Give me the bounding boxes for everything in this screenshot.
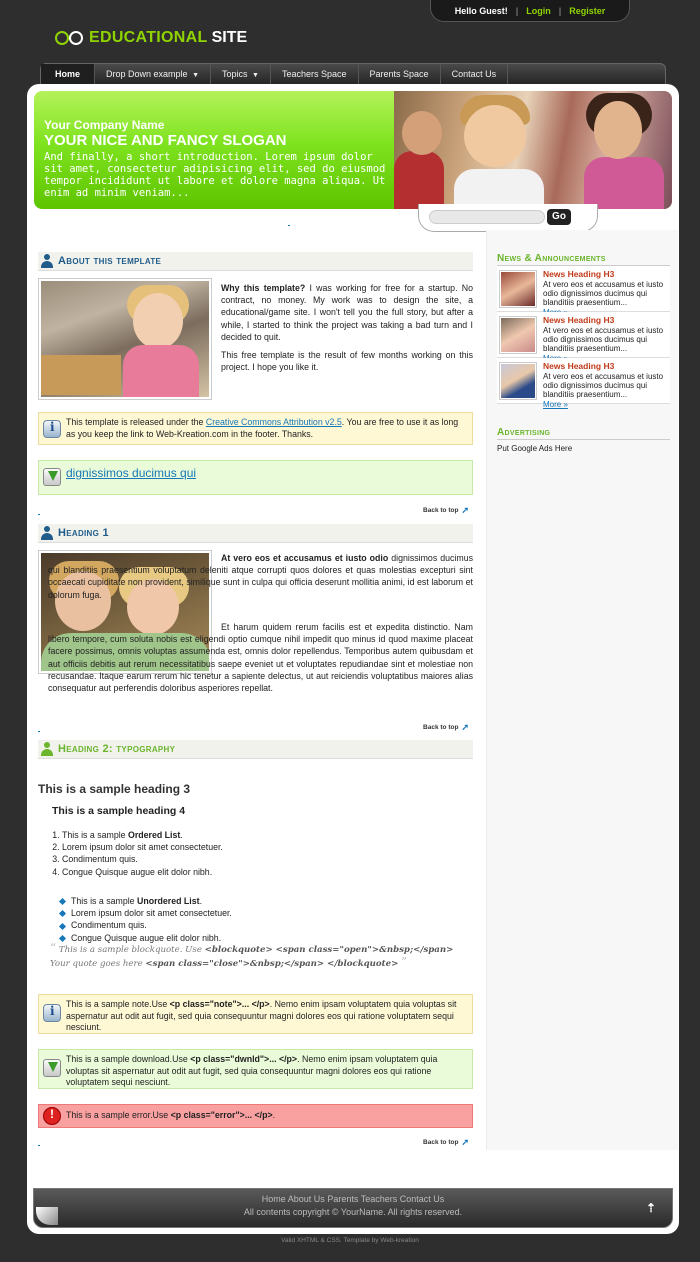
- ordered-list: [62, 829, 223, 878]
- person-icon: [40, 742, 54, 756]
- news-item: [497, 312, 670, 358]
- quote-open-icon: “: [50, 941, 57, 955]
- news-title[interactable]: News Heading H3: [543, 361, 615, 371]
- news-thumbnail: [499, 316, 537, 354]
- about-heading: About this template: [38, 252, 473, 271]
- news-title[interactable]: News Heading H3: [543, 315, 615, 325]
- info-icon: [43, 1004, 61, 1022]
- download-link[interactable]: dignissimos ducimus qui: [66, 466, 197, 480]
- news-excerpt: At vero eos et accusamus et iusto odio dignissimos ducimus qui blanditiis praesentium...: [543, 326, 673, 363]
- about-paragraph-1: Why this template? I was working for free for a startup. No contract, no money. My work was to design the site, a educational/game site. I won't tell you the full story, but after a while, I started to think the project was taking a bad turn and I decided to quit.: [221, 283, 473, 342]
- sample-note: i This is a sample note.Use <p class="note">... </p>. Nemo enim ipsam voluptatem quia voluptas sit aspernatur aut odit aut fugit, sed quia consequuntur magni dolores eos qui ratione voluptatem sequi nesciunt.: [38, 994, 473, 1034]
- list-item: Congue Quisque augue elit dolor nibh.: [60, 932, 232, 944]
- intro-text: And finally, a short introduction. Lorem ipsum dolor sit amet, consectetur adipisicing elit, sed do eiusmod tempor incididunt ut labore et dolore magna aliqua. Ut enim ad minim veniam...: [44, 151, 386, 199]
- back-to-top-link[interactable]: Back to top ➚: [423, 722, 469, 732]
- more-link[interactable]: More »: [543, 399, 568, 409]
- separator: |: [558, 5, 562, 16]
- decorative-dot: [38, 1145, 40, 1146]
- search-go-button[interactable]: Go: [547, 209, 571, 225]
- info-icon: [43, 420, 61, 438]
- chevron-down-icon: ▼: [252, 72, 259, 79]
- news-heading: News & Announcements: [497, 252, 670, 266]
- news-title[interactable]: News Heading H3: [543, 269, 615, 279]
- creative-commons-link[interactable]: Creative Commons Attribution v2.5: [205, 417, 342, 427]
- nav-topics[interactable]: Topics ▼: [211, 64, 271, 84]
- person-icon: [40, 526, 54, 540]
- arrow-up-icon: ➚: [461, 722, 469, 732]
- site-logo[interactable]: [55, 29, 247, 47]
- unordered-list: [60, 895, 232, 944]
- list-item: This is a sample Unordered List.: [60, 895, 232, 907]
- decorative-dot: [38, 514, 40, 515]
- heading-1-paragraph-1: At vero eos et accusamus et iusto odio dignissimos ducimus qui blanditiis praesentium voluptatum deleniti atque corrupti quos dolores et quas molestias excepturi sint occaecati cupiditate non provident, similique sunt in culpa qui officia deserunt mollitia animi, id est laborum et dolorum fuga.: [48, 553, 473, 600]
- news-thumbnail: [499, 362, 537, 400]
- sample-blockquote: “ This is a sample blockquote. Use <blockquote> <span class="open">&nbsp;</span> Your quote goes here <span class="close">&nbsp;</span> </blockquote> ”: [50, 941, 454, 969]
- list-item: 4. Congue Quisque augue elit dolor nibh.: [62, 866, 223, 878]
- footer-links: [34, 1194, 672, 1204]
- nav-home[interactable]: Home: [41, 64, 95, 84]
- advertising-heading: Advertising: [497, 426, 670, 440]
- nav-teachers-space[interactable]: Teachers Space: [271, 64, 359, 84]
- nav-contact-us[interactable]: Contact Us: [441, 64, 509, 84]
- heading-2: Heading 2: typography: [38, 740, 473, 759]
- footer-link-home[interactable]: Home: [261, 1194, 286, 1204]
- ads-placeholder: Put Google Ads Here: [497, 444, 573, 453]
- copyright: All contents copyright © YourName. All rights reserved.: [243, 1207, 463, 1217]
- chevron-down-icon: ▼: [192, 72, 200, 79]
- list-item: 3. Condimentum quis.: [62, 853, 223, 865]
- heading-1-paragraph-2: Et harum quidem rerum facilis est et expedita distinctio. Nam libero tempore, cum soluta nobis est eligendi optio cumque nihil impedit quo minus id quod maxime placeat facere possimus, omnis voluptas assumenda est, omnis dolor repellendus. Temporibus autem quibusdam et aut officiis debitis aut rerum necessitatibus saepe eveniet ut et voluptates repudiandae sint et molestiae non recusandae. Itaque earum rerum hic tenetur a sapiente delectus, ut aut reiciendis voluptatibus maiores alias consequatur aut perferendis doloribus asperiores repellat.: [48, 622, 473, 694]
- header-banner: [34, 91, 672, 209]
- news-item: [497, 358, 670, 409]
- logo-text-site: SITE: [211, 29, 248, 46]
- sample-heading-3: This is a sample heading 3: [38, 782, 191, 796]
- sample-error: ! This is a sample error.Use <p class="error">... </p>.: [38, 1104, 473, 1128]
- download-icon: [43, 468, 61, 486]
- scroll-up-icon[interactable]: ⇡: [645, 1201, 656, 1215]
- nav-parents-space[interactable]: Parents Space: [359, 64, 441, 84]
- classroom-girl-photo: [38, 278, 212, 400]
- search-input[interactable]: [429, 210, 545, 224]
- news-excerpt: At vero eos et accusamus et iusto odio dignissimos ducimus qui blanditiis praesentium... More »: [543, 372, 664, 409]
- arrow-up-icon: ➚: [461, 1137, 469, 1147]
- news-thumbnail: [499, 270, 537, 308]
- arrow-up-icon: ➚: [461, 505, 469, 515]
- login-link[interactable]: Login: [526, 5, 551, 16]
- user-bar: [430, 0, 630, 22]
- sample-heading-4: This is a sample heading 4: [52, 805, 186, 817]
- license-note: i This template is released under the Creative Commons Attribution v2.5. You are free to use it as long as you keep the link to Web-Kreation.com in the footer. Thanks.: [38, 412, 473, 445]
- list-item: 2. Lorem ipsum dolor sit amet consectetuer.: [62, 841, 223, 853]
- footer-link-contact[interactable]: Contact Us: [399, 1194, 445, 1204]
- register-link[interactable]: Register: [569, 5, 606, 16]
- search-box: [418, 204, 598, 232]
- footer-link-about[interactable]: About Us: [287, 1194, 325, 1204]
- decorative-dot: [38, 731, 40, 732]
- footer-link-parents[interactable]: Parents: [327, 1194, 359, 1204]
- sidebar: [486, 230, 678, 1150]
- error-icon: [43, 1107, 61, 1125]
- sample-download: This is a sample download.Use <p class="dwnld">... </p>. Nemo enim ipsam voluptatem quia voluptas sit aspernatur aut odit aut fugit, sed quia consequuntur magni dolores eos qui ratione voluptatem sequi nesciunt.: [38, 1049, 473, 1089]
- logo-icon: [55, 29, 85, 47]
- quote-close-icon: ”: [401, 955, 408, 969]
- separator: |: [515, 5, 519, 16]
- nav-dropdown-example[interactable]: Drop Down example ▼: [95, 64, 211, 84]
- news-excerpt: At vero eos et accusamus et iusto odio dignissimos ducimus qui blanditiis praesentium...: [543, 280, 673, 317]
- news-item: [497, 266, 670, 312]
- logo-text-educational: EDUCATIONAL: [89, 29, 208, 46]
- person-icon: [40, 254, 54, 268]
- list-item: Condimentum quis.: [60, 919, 232, 931]
- about-paragraph-2: This free template is the result of few months working on this project. I hope you like it.: [221, 350, 473, 373]
- footer: [33, 1188, 673, 1228]
- footer-link-teachers[interactable]: Teachers: [360, 1194, 398, 1204]
- list-item: 1. This is a sample Ordered List.: [62, 829, 223, 841]
- guest-greeting: Hello Guest!: [454, 5, 508, 16]
- banner-children-photo: [394, 91, 672, 209]
- download-box: [38, 460, 473, 495]
- main-nav: [40, 63, 666, 85]
- back-to-top-link[interactable]: Back to top ➚: [423, 505, 469, 515]
- heading-1: Heading 1: [38, 524, 473, 543]
- company-name: Your Company Name: [44, 118, 165, 132]
- list-item: Lorem ipsum dolor sit amet consectetuer.: [60, 907, 232, 919]
- back-to-top-link[interactable]: Back to top ➚: [423, 1137, 469, 1147]
- slogan: YOUR NICE AND FANCY SLOGAN: [44, 132, 287, 149]
- download-icon: [43, 1059, 61, 1077]
- validation-credits: Valid XHTML & CSS. Template by Web-kreation: [281, 1237, 419, 1244]
- decorative-dot: [288, 225, 290, 226]
